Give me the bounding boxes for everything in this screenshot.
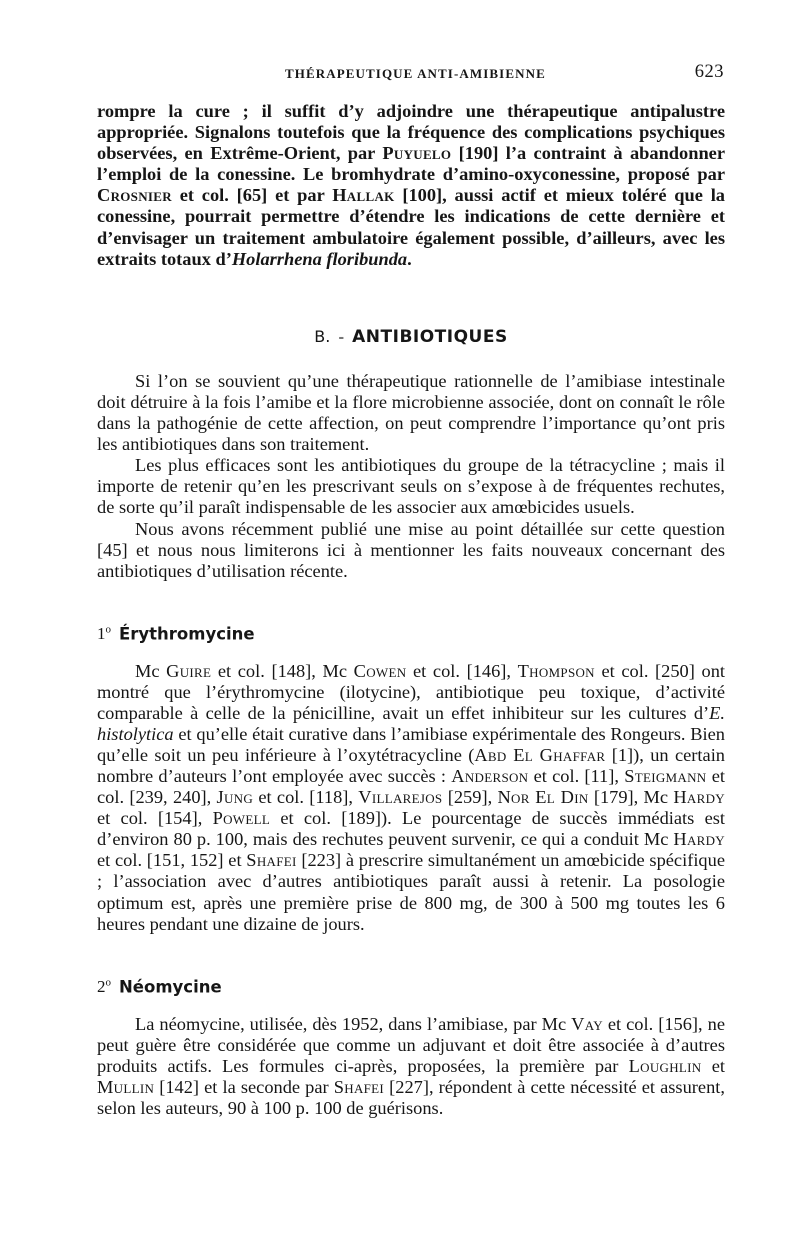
author-name: Steigmann xyxy=(624,766,707,786)
author-name: Anderson xyxy=(451,766,529,786)
author-name: Guire xyxy=(166,660,212,681)
author-name: Hallak xyxy=(332,185,395,206)
section-heading-antibiotiques: B. - ANTIBIOTIQUES xyxy=(314,326,508,347)
author-name: Nor El Din xyxy=(497,787,589,808)
paragraph-neomycine: La néomycine, utilisée, dès 1952, dans l’amibiase, par Mc Vay et col. [156], ne peut guère être considérée que comme un adjuvant et doit être associée à d’autres produits actifs. Les formules ci-après, proposées, la première par Loughlin et Mullin [142] et la seconde par Shafei [227], répondent à cette nécessité et assurent, selon les auteurs, 90 à 100 p. 100 de guérisons. xyxy=(97,1013,725,1118)
author-name: Loughlin xyxy=(628,1055,702,1076)
author-name: Villarejos xyxy=(358,787,443,808)
running-title: THÉRAPEUTIQUE ANTI-AMIBIENNE xyxy=(285,66,546,81)
author-name: Abd El Ghaffar xyxy=(474,744,606,765)
author-name: Powell xyxy=(212,808,271,829)
paragraph-erythromycine: Mc Guire et col. [148], Mc Cowen et col. [146], Thompson et col. [250] ont montré que l’érythromycine (ilotycine), antibiotique peu toxique, d’activité comparable à celle de la pénicilline, avait un effet inhibiteur sur les cultures d’E. histolytica et qu’elle était curative dans l’amibiase expérimentale des Rongeurs. Bien qu’elle soit un peu inférieure à l’oxytétracycline (Abd El Ghaffar [1]), un certain nombre d’auteurs l’ont employée avec succès : Anderson et col. [11], Steigmann et col. [239, 240], Jung et col. [118], Villarejos [259], Nor El Din [179], Mc Hardy et col. [154], Powell et col. [189]). Le pourcentage de succès immédiats est d’environ 80 p. 100, mais des rechutes peuvent survenir, ce qui a conduit Mc Hardy et col. [151, 152] et Shafei [223] à prescrire simultanément un amœbicide spécifique ; l’association avec d’autres antibiotiques paraît aussi à retenir. La posologie optimum est, après une première prise de 800 mg, de 300 à 500 mg toutes les 6 heures pendant une dizaine de jours. xyxy=(97,660,725,934)
paragraph: Nous avons récemment publié une mise au point détaillée sur cette question [45] et nous nous limiterons ici à mentionner les faits nouveaux concernant des antibiotiques d’utilisation récente. xyxy=(97,518,725,581)
author-name: Crosnier xyxy=(97,185,172,206)
subheading-neomycine: 2$^o$ Néomycine xyxy=(97,976,222,997)
body-text xyxy=(97,101,725,1119)
paragraph: Les plus efficaces sont les antibiotiques du groupe de la tétracycline ; mais il importe de retenir qu’en les prescrivant seuls on s’expose à de fréquentes rechutes, de sorte qu’il paraît indispensable de les associer aux amœbicides usuels. xyxy=(97,455,725,518)
plant-name: Holarrhena floribunda xyxy=(231,248,408,269)
author-name: Shafei xyxy=(333,1076,385,1097)
subheading-erythromycine: 1$^o$ Érythromycine xyxy=(97,623,255,644)
author-name: Vay xyxy=(571,1013,603,1034)
author-name: Shafei xyxy=(246,850,297,871)
continued-paragraph: rompre la cure ; il suffit d’y adjoindre une thérapeutique antipalustre appropriée. Signalons toutefois que la fréquence des complications psychiques observées, en Extrême-Orient, par Puyuelo [190] l’a contraint à abandonner l’emploi de la conessine. Le bromhydrate d’amino-oxyconessine, proposé par Crosnier et col. [65] et par Hallak [100], aussi actif et mieux toléré que la conessine, pourrait permettre d’étendre les indications de cette dernière et d’envisager un traitement ambulatoire également possible, d’ailleurs, avec les extraits totaux d’Holarrhena floribunda. xyxy=(97,101,726,269)
author-name: Mullin xyxy=(97,1076,155,1097)
running-header xyxy=(0,62,800,88)
author-name: Hardy xyxy=(673,829,725,850)
paragraph: Si l’on se souvient qu’une thérapeutique rationnelle de l’amibiase intestinale doit détruire à la fois l’amibe et la flore microbienne associée, dont on connaît le rôle dans la pathogénie de cette affection, on peut comprendre l’importance qu’ont pris les antibiotiques dans son traitement. xyxy=(97,370,725,455)
author-name: Puyuelo xyxy=(382,143,452,164)
species-name: E. histolytica xyxy=(97,702,725,744)
author-name: Cowen xyxy=(353,660,407,681)
page-number: 623 xyxy=(694,62,724,82)
author-name: Thompson xyxy=(517,660,595,681)
author-name: Hardy xyxy=(673,787,725,808)
author-name: Jung xyxy=(216,787,254,808)
